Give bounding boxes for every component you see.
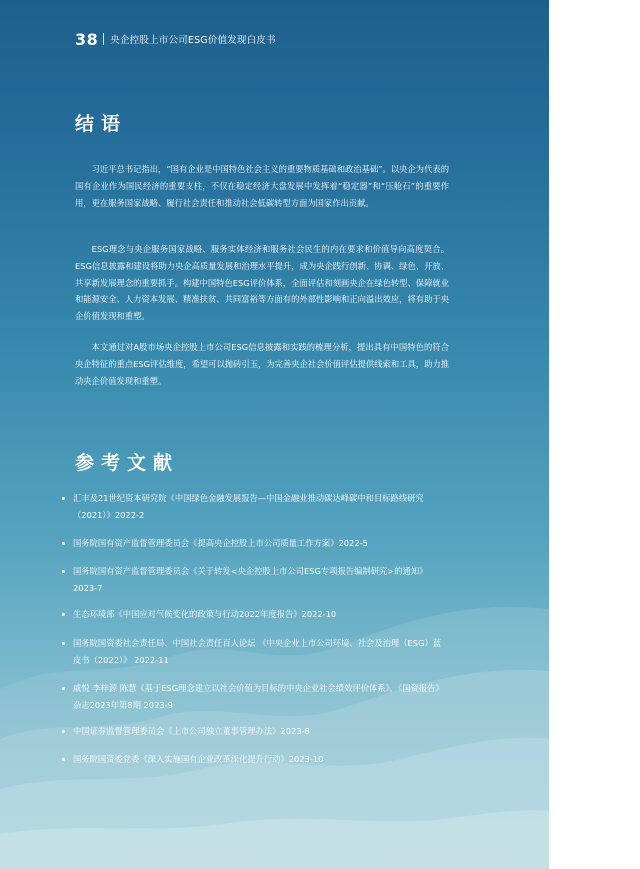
conclusion-paragraph-2: ESG理念与央企服务国家战略、服务实体经济和服务社会民生的内在要求和价值导向高度契合。ESG信息披露和建设将助力央企高质量发展和治理水平提升，成为央企践行创新、协调、绿色、开放、共享新发展理念的重要抓手。构建中国特色ESG评价体系，全面评估和刻画央企在绿色转型、保障就业和能源安全、人力资本发展、精准扶贫、共同富裕等方面有的外部性影响和正向溢出效应，将有助于央企价值发现和重塑。	[75, 244, 449, 322]
reference-item: 生态环境部《中国应对气候变化的政策与行动2022年度报告》2022-10	[62, 606, 442, 623]
references-heading: 参考文献	[75, 452, 180, 474]
bullet-icon	[62, 497, 65, 500]
conclusion-paragraph-3: 本文通过对A股市场央企控股上市公司ESG信息披露和实践的梳理分析，提出具有中国特色的符合央企特征的重点ESG评估维度，希望可以抛砖引玉，为完善央企社会价值评估提供线索和工具，助力推动央企价值发现和重塑。	[75, 342, 449, 386]
page-header	[75, 29, 276, 49]
reference-item: 戚悦 李梓源 陈慧《基于ESG理念建立以社会价值为目标的中央企业社会绩效评价体系》，《国资报告》杂志2023年第8期 2023-9	[62, 680, 442, 713]
reference-item: 汇丰及21世纪资本研究院《中国绿色金融发展报告—中国金融业推动碳达峰碳中和目标路线研究（2021）》2022-2	[62, 490, 442, 523]
page-margin	[549, 0, 640, 869]
bullet-icon	[62, 613, 65, 616]
bullet-icon	[62, 570, 65, 573]
conclusion-paragraph-1: 习近平总书记指出，“国有企业是中国特色社会主义的重要物质基础和政治基础”。以央企为代表的国有企业作为国民经济的重要支柱，不仅在稳定经济大盘发展中发挥着“稳定器”和“压舱石”的重要作用，更在服务国家战略、履行社会责任和推动社会低碳转型方面为国家作出贡献。	[75, 164, 449, 208]
page-number: 38	[75, 29, 99, 49]
header-divider	[103, 33, 104, 45]
document-title: 央企控股上市公司ESG价值发现白皮书	[110, 35, 276, 46]
bullet-icon	[62, 687, 65, 690]
reference-item: 中国证券监督管理委员会《上市公司独立董事管理办法》2023-8	[62, 723, 442, 740]
bullet-icon	[62, 542, 65, 545]
reference-item: 国务院国资委社会责任局、中国社会责任百人论坛 《中央企业上市公司环境、社会及治理（ESG）蓝皮书（2022）》 2022-11	[62, 635, 442, 668]
reference-item: 国务院国资委党委《深入实施国有企业改革深化提升行动》2023-10	[62, 751, 442, 768]
bullet-icon	[62, 730, 65, 733]
conclusion-heading: 结语	[75, 113, 128, 135]
reference-item: 国务院国有资产监督管理委员会《关于转发<央企控股上市公司ESG专项报告编制研究>的通知》 2023-7	[62, 563, 442, 596]
reference-item: 国务院国有资产监督管理委员会《提高央企控股上市公司质量工作方案》2022-5	[62, 535, 442, 552]
bullet-icon	[62, 758, 65, 761]
bullet-icon	[62, 642, 65, 645]
